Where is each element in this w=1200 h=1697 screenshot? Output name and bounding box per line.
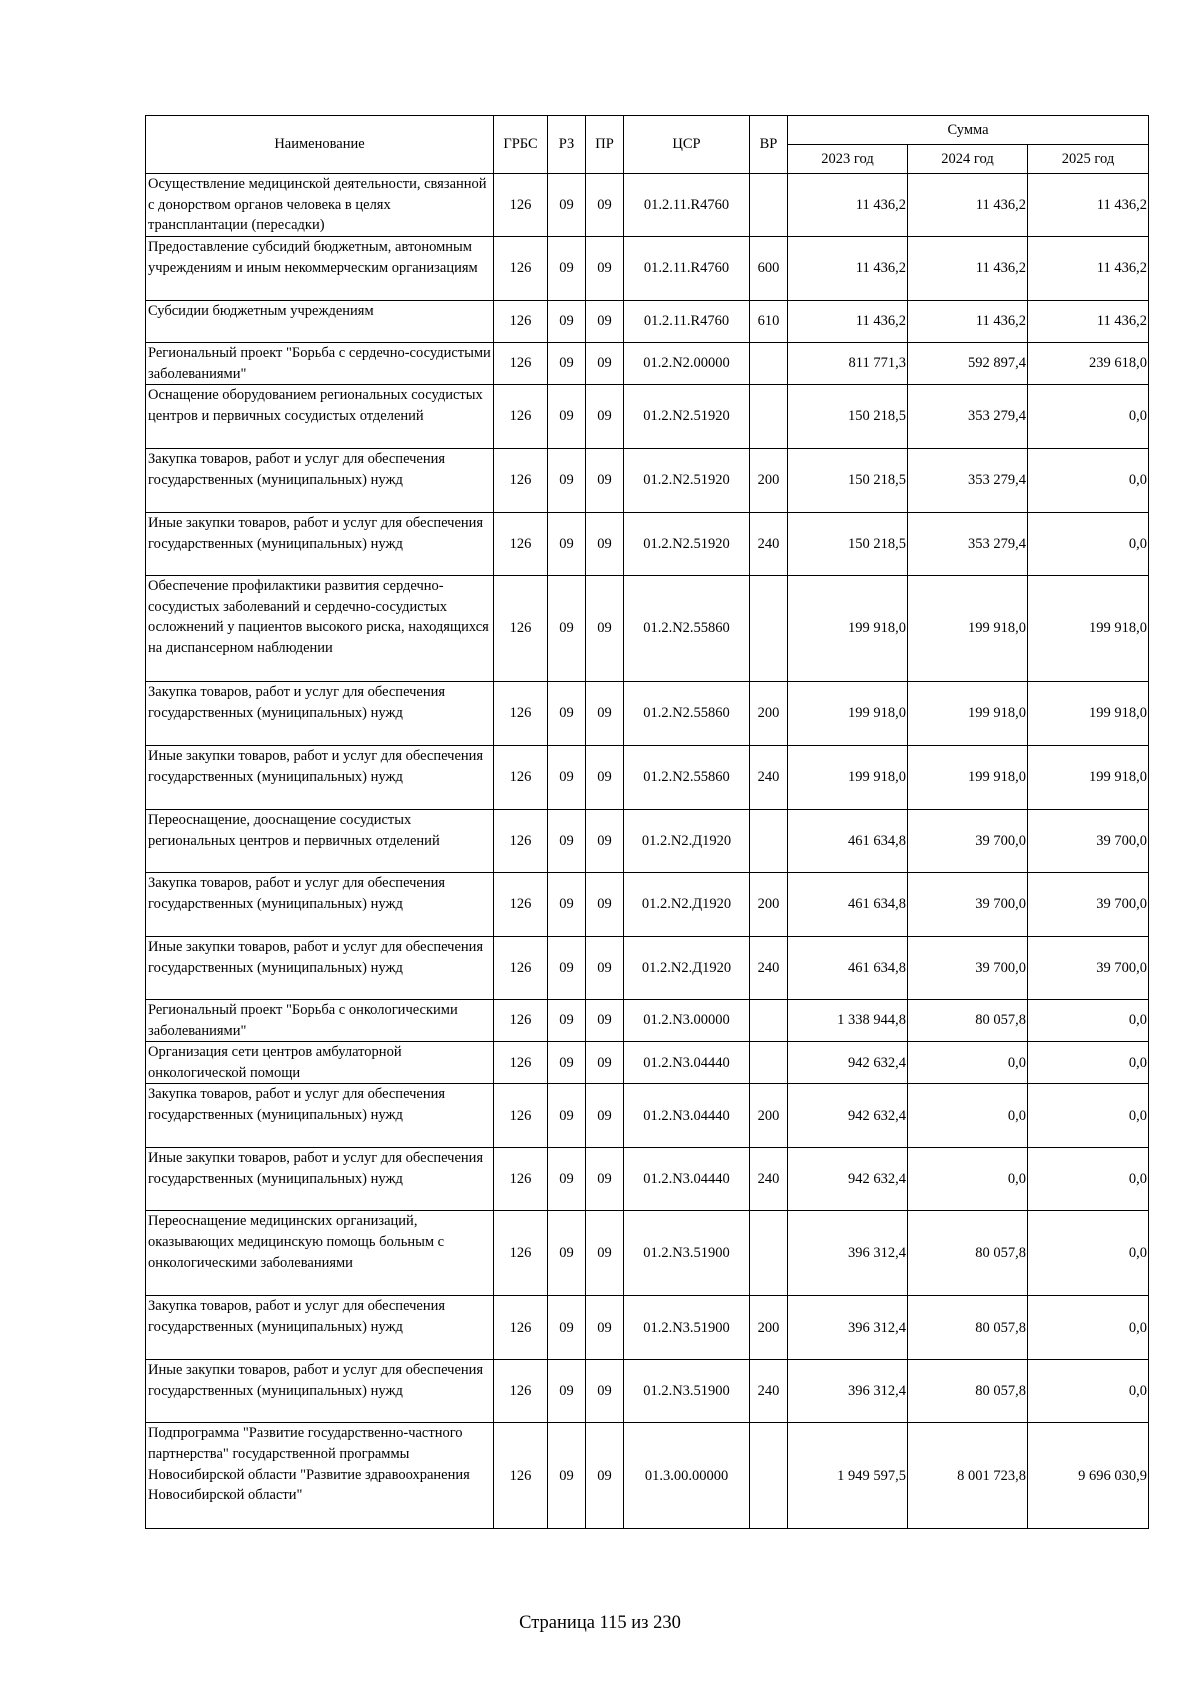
- cell-csr: 01.2.N2.51920: [624, 513, 750, 576]
- cell-2023: 150 218,5: [788, 513, 908, 576]
- cell-pr: 09: [586, 1084, 624, 1148]
- cell-csr: 01.3.00.00000: [624, 1423, 750, 1529]
- cell-pr: 09: [586, 1148, 624, 1211]
- cell-vr: [750, 1423, 788, 1529]
- cell-grbs: 126: [494, 1148, 548, 1211]
- cell-rz: 09: [548, 449, 586, 513]
- cell-2024: 353 279,4: [908, 449, 1028, 513]
- header-2025: 2025 год: [1028, 145, 1149, 174]
- cell-2025: 239 618,0: [1028, 343, 1149, 385]
- header-2023: 2023 год: [788, 145, 908, 174]
- cell-name: Иные закупки товаров, работ и услуг для обеспечения государственных (муниципальных) нужд: [146, 1360, 494, 1423]
- cell-2025: 199 918,0: [1028, 682, 1149, 746]
- cell-name: Закупка товаров, работ и услуг для обеспечения государственных (муниципальных) нужд: [146, 682, 494, 746]
- cell-2024: 39 700,0: [908, 810, 1028, 873]
- cell-name: Переоснащение медицинских организаций, оказывающих медицинскую помощь больным с онкологическими заболеваниями: [146, 1211, 494, 1296]
- cell-grbs: 126: [494, 576, 548, 682]
- cell-2024: 11 436,2: [908, 237, 1028, 301]
- cell-csr: 01.2.N2.00000: [624, 343, 750, 385]
- cell-rz: 09: [548, 1084, 586, 1148]
- cell-csr: 01.2.11.R4760: [624, 301, 750, 343]
- table-row: [146, 1423, 1149, 1529]
- cell-name: Оснащение оборудованием региональных сосудистых центров и первичных сосудистых отделений: [146, 385, 494, 449]
- cell-2023: 1 949 597,5: [788, 1423, 908, 1529]
- cell-csr: 01.2.11.R4760: [624, 237, 750, 301]
- cell-name: Субсидии бюджетным учреждениям: [146, 301, 494, 343]
- cell-csr: 01.2.N2.55860: [624, 682, 750, 746]
- cell-pr: 09: [586, 449, 624, 513]
- cell-csr: 01.2.N3.04440: [624, 1042, 750, 1084]
- cell-vr: 200: [750, 682, 788, 746]
- table-row: [146, 682, 1149, 746]
- cell-grbs: 126: [494, 174, 548, 237]
- cell-vr: 600: [750, 237, 788, 301]
- cell-2023: 150 218,5: [788, 385, 908, 449]
- cell-2023: 1 338 944,8: [788, 1000, 908, 1042]
- cell-csr: 01.2.N2.Д1920: [624, 810, 750, 873]
- cell-rz: 09: [548, 174, 586, 237]
- cell-2025: 0,0: [1028, 385, 1149, 449]
- cell-pr: 09: [586, 1211, 624, 1296]
- cell-name: Региональный проект "Борьба с сердечно-сосудистыми заболеваниями": [146, 343, 494, 385]
- cell-name: Иные закупки товаров, работ и услуг для обеспечения государственных (муниципальных) нужд: [146, 513, 494, 576]
- cell-2025: 199 918,0: [1028, 576, 1149, 682]
- cell-grbs: 126: [494, 513, 548, 576]
- cell-name: Организация сети центров амбулаторной онкологической помощи: [146, 1042, 494, 1084]
- cell-2025: 0,0: [1028, 1148, 1149, 1211]
- table-row: [146, 301, 1149, 343]
- table-row: [146, 1084, 1149, 1148]
- cell-csr: 01.2.N2.51920: [624, 449, 750, 513]
- cell-rz: 09: [548, 873, 586, 937]
- cell-grbs: 126: [494, 873, 548, 937]
- cell-name: Подпрограмма "Развитие государственно-частного партнерства" государственной программы Новосибирской области "Развитие здравоохранения Новосибирской области": [146, 1423, 494, 1529]
- cell-vr: [750, 343, 788, 385]
- cell-2023: 461 634,8: [788, 810, 908, 873]
- header-vr: ВР: [750, 116, 788, 174]
- cell-vr: [750, 810, 788, 873]
- cell-pr: 09: [586, 682, 624, 746]
- cell-vr: 610: [750, 301, 788, 343]
- cell-csr: 01.2.N3.04440: [624, 1148, 750, 1211]
- cell-csr: 01.2.N2.55860: [624, 576, 750, 682]
- cell-2024: 199 918,0: [908, 746, 1028, 810]
- cell-grbs: 126: [494, 1084, 548, 1148]
- cell-grbs: 126: [494, 1042, 548, 1084]
- cell-csr: 01.2.N3.51900: [624, 1360, 750, 1423]
- cell-2025: 0,0: [1028, 449, 1149, 513]
- cell-2025: 199 918,0: [1028, 746, 1149, 810]
- cell-2024: 39 700,0: [908, 937, 1028, 1000]
- cell-name: Закупка товаров, работ и услуг для обеспечения государственных (муниципальных) нужд: [146, 1296, 494, 1360]
- cell-2024: 11 436,2: [908, 174, 1028, 237]
- cell-pr: 09: [586, 1423, 624, 1529]
- table-row: [146, 513, 1149, 576]
- table-row: [146, 1296, 1149, 1360]
- cell-vr: [750, 1211, 788, 1296]
- cell-rz: 09: [548, 237, 586, 301]
- cell-csr: 01.2.N2.51920: [624, 385, 750, 449]
- cell-vr: [750, 576, 788, 682]
- table-row: [146, 1211, 1149, 1296]
- cell-name: Закупка товаров, работ и услуг для обеспечения государственных (муниципальных) нужд: [146, 449, 494, 513]
- table-row: [146, 746, 1149, 810]
- cell-grbs: 126: [494, 1296, 548, 1360]
- cell-vr: 200: [750, 449, 788, 513]
- cell-2023: 199 918,0: [788, 576, 908, 682]
- cell-2025: 0,0: [1028, 1000, 1149, 1042]
- cell-name: Переоснащение, дооснащение сосудистых региональных центров и первичных отделений: [146, 810, 494, 873]
- table-row: [146, 873, 1149, 937]
- table-row: [146, 449, 1149, 513]
- cell-pr: 09: [586, 1360, 624, 1423]
- cell-2023: 11 436,2: [788, 174, 908, 237]
- table-row: [146, 174, 1149, 237]
- table-body: [146, 174, 1149, 1529]
- cell-2024: 592 897,4: [908, 343, 1028, 385]
- cell-grbs: 126: [494, 1423, 548, 1529]
- cell-2023: 461 634,8: [788, 937, 908, 1000]
- cell-2024: 80 057,8: [908, 1000, 1028, 1042]
- cell-vr: 240: [750, 1360, 788, 1423]
- budget-table: [145, 115, 1149, 1529]
- cell-name: Иные закупки товаров, работ и услуг для обеспечения государственных (муниципальных) нужд: [146, 746, 494, 810]
- cell-name: Региональный проект "Борьба с онкологическими заболеваниями": [146, 1000, 494, 1042]
- cell-pr: 09: [586, 937, 624, 1000]
- cell-csr: 01.2.N2.Д1920: [624, 873, 750, 937]
- cell-name: Закупка товаров, работ и услуг для обеспечения государственных (муниципальных) нужд: [146, 873, 494, 937]
- cell-csr: 01.2.N2.55860: [624, 746, 750, 810]
- cell-2025: 39 700,0: [1028, 937, 1149, 1000]
- cell-2025: 9 696 030,9: [1028, 1423, 1149, 1529]
- cell-2023: 811 771,3: [788, 343, 908, 385]
- cell-rz: 09: [548, 1211, 586, 1296]
- table-row: [146, 237, 1149, 301]
- cell-2023: 942 632,4: [788, 1084, 908, 1148]
- cell-csr: 01.2.N3.00000: [624, 1000, 750, 1042]
- cell-vr: 240: [750, 1148, 788, 1211]
- cell-2024: 0,0: [908, 1084, 1028, 1148]
- cell-2024: 199 918,0: [908, 682, 1028, 746]
- cell-vr: 200: [750, 1084, 788, 1148]
- cell-grbs: 126: [494, 449, 548, 513]
- cell-2023: 396 312,4: [788, 1211, 908, 1296]
- cell-2025: 0,0: [1028, 513, 1149, 576]
- cell-grbs: 126: [494, 810, 548, 873]
- cell-2025: 0,0: [1028, 1042, 1149, 1084]
- cell-csr: 01.2.N2.Д1920: [624, 937, 750, 1000]
- cell-rz: 09: [548, 301, 586, 343]
- cell-vr: [750, 1042, 788, 1084]
- header-pr: ПР: [586, 116, 624, 174]
- cell-csr: 01.2.N3.51900: [624, 1211, 750, 1296]
- cell-grbs: 126: [494, 746, 548, 810]
- cell-2023: 461 634,8: [788, 873, 908, 937]
- cell-2025: 11 436,2: [1028, 301, 1149, 343]
- cell-vr: 240: [750, 746, 788, 810]
- table-row: [146, 576, 1149, 682]
- table-row: [146, 343, 1149, 385]
- cell-rz: 09: [548, 513, 586, 576]
- cell-pr: 09: [586, 513, 624, 576]
- cell-pr: 09: [586, 1000, 624, 1042]
- cell-2025: 0,0: [1028, 1360, 1149, 1423]
- cell-grbs: 126: [494, 237, 548, 301]
- cell-2023: 942 632,4: [788, 1042, 908, 1084]
- cell-2025: 0,0: [1028, 1296, 1149, 1360]
- cell-2025: 0,0: [1028, 1211, 1149, 1296]
- cell-2025: 0,0: [1028, 1084, 1149, 1148]
- cell-rz: 09: [548, 682, 586, 746]
- cell-pr: 09: [586, 385, 624, 449]
- cell-2024: 80 057,8: [908, 1211, 1028, 1296]
- cell-name: Обеспечение профилактики развития сердечно-сосудистых заболеваний и сердечно-сосудистых осложнений у пациентов высокого риска, находящихся на диспансерном наблюдении: [146, 576, 494, 682]
- table-row: [146, 937, 1149, 1000]
- table-header: [146, 116, 1149, 174]
- cell-2024: 353 279,4: [908, 385, 1028, 449]
- cell-grbs: 126: [494, 385, 548, 449]
- cell-name: Осуществление медицинской деятельности, связанной с донорством органов человека в целях трансплантации (пересадки): [146, 174, 494, 237]
- cell-rz: 09: [548, 1000, 586, 1042]
- cell-name: Предоставление субсидий бюджетным, автономным учреждениям и иным некоммерческим организациям: [146, 237, 494, 301]
- cell-pr: 09: [586, 1042, 624, 1084]
- cell-pr: 09: [586, 301, 624, 343]
- cell-2023: 199 918,0: [788, 682, 908, 746]
- cell-rz: 09: [548, 810, 586, 873]
- cell-csr: 01.2.N3.04440: [624, 1084, 750, 1148]
- cell-2023: 942 632,4: [788, 1148, 908, 1211]
- cell-vr: 200: [750, 1296, 788, 1360]
- table-row: [146, 1148, 1149, 1211]
- cell-pr: 09: [586, 174, 624, 237]
- cell-2024: 353 279,4: [908, 513, 1028, 576]
- cell-pr: 09: [586, 810, 624, 873]
- cell-csr: 01.2.N3.51900: [624, 1296, 750, 1360]
- cell-2024: 0,0: [908, 1042, 1028, 1084]
- page-number: Страница 115 из 230: [519, 1613, 681, 1633]
- cell-2024: 80 057,8: [908, 1296, 1028, 1360]
- cell-grbs: 126: [494, 301, 548, 343]
- cell-2024: 39 700,0: [908, 873, 1028, 937]
- cell-2024: 199 918,0: [908, 576, 1028, 682]
- cell-name: Иные закупки товаров, работ и услуг для обеспечения государственных (муниципальных) нужд: [146, 1148, 494, 1211]
- header-sum: Сумма: [788, 116, 1149, 145]
- cell-rz: 09: [548, 343, 586, 385]
- cell-2025: 11 436,2: [1028, 237, 1149, 301]
- header-rz: РЗ: [548, 116, 586, 174]
- header-2024: 2024 год: [908, 145, 1028, 174]
- table-row: [146, 385, 1149, 449]
- table-row: [146, 1042, 1149, 1084]
- cell-rz: 09: [548, 937, 586, 1000]
- cell-2024: 0,0: [908, 1148, 1028, 1211]
- cell-rz: 09: [548, 1360, 586, 1423]
- cell-2023: 150 218,5: [788, 449, 908, 513]
- cell-grbs: 126: [494, 343, 548, 385]
- cell-grbs: 126: [494, 1000, 548, 1042]
- cell-2023: 199 918,0: [788, 746, 908, 810]
- cell-rz: 09: [548, 1296, 586, 1360]
- table-row: [146, 1360, 1149, 1423]
- cell-2023: 11 436,2: [788, 301, 908, 343]
- cell-vr: 200: [750, 873, 788, 937]
- cell-2023: 396 312,4: [788, 1360, 908, 1423]
- cell-grbs: 126: [494, 1360, 548, 1423]
- cell-rz: 09: [548, 1042, 586, 1084]
- cell-grbs: 126: [494, 682, 548, 746]
- cell-2024: 80 057,8: [908, 1360, 1028, 1423]
- cell-vr: 240: [750, 513, 788, 576]
- cell-rz: 09: [548, 1148, 586, 1211]
- cell-grbs: 126: [494, 1211, 548, 1296]
- cell-name: Иные закупки товаров, работ и услуг для обеспечения государственных (муниципальных) нужд: [146, 937, 494, 1000]
- cell-rz: 09: [548, 385, 586, 449]
- cell-2025: 39 700,0: [1028, 810, 1149, 873]
- cell-rz: 09: [548, 576, 586, 682]
- header-csr: ЦСР: [624, 116, 750, 174]
- cell-rz: 09: [548, 1423, 586, 1529]
- table-row: [146, 1000, 1149, 1042]
- cell-2025: 39 700,0: [1028, 873, 1149, 937]
- cell-2023: 11 436,2: [788, 237, 908, 301]
- table-row: [146, 810, 1149, 873]
- cell-csr: 01.2.11.R4760: [624, 174, 750, 237]
- cell-2023: 396 312,4: [788, 1296, 908, 1360]
- cell-2024: 11 436,2: [908, 301, 1028, 343]
- cell-2024: 8 001 723,8: [908, 1423, 1028, 1529]
- cell-pr: 09: [586, 1296, 624, 1360]
- cell-vr: [750, 1000, 788, 1042]
- cell-vr: 240: [750, 937, 788, 1000]
- header-grbs: ГРБС: [494, 116, 548, 174]
- cell-pr: 09: [586, 873, 624, 937]
- cell-2025: 11 436,2: [1028, 174, 1149, 237]
- cell-pr: 09: [586, 576, 624, 682]
- cell-pr: 09: [586, 343, 624, 385]
- cell-vr: [750, 174, 788, 237]
- cell-vr: [750, 385, 788, 449]
- cell-pr: 09: [586, 746, 624, 810]
- cell-rz: 09: [548, 746, 586, 810]
- cell-name: Закупка товаров, работ и услуг для обеспечения государственных (муниципальных) нужд: [146, 1084, 494, 1148]
- cell-grbs: 126: [494, 937, 548, 1000]
- header-name: Наименование: [146, 116, 494, 174]
- cell-pr: 09: [586, 237, 624, 301]
